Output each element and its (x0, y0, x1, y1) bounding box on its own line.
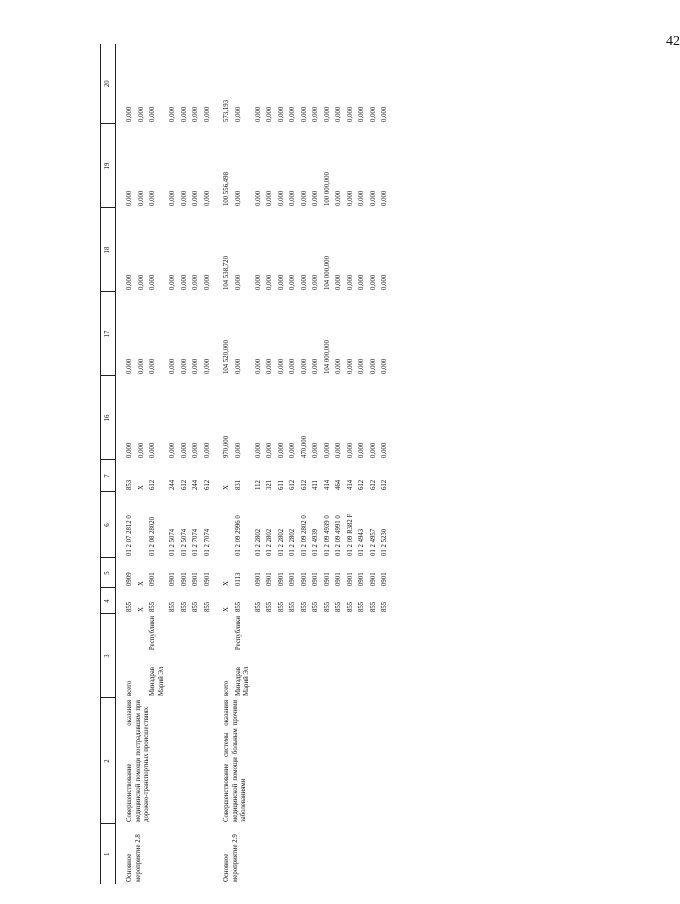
cell-c20: 0,000 (192, 106, 200, 122)
cell-c3 (190, 614, 201, 698)
cell-c16: 0,000 (137, 442, 145, 458)
cell-c5: 0901 (358, 572, 366, 586)
cell-c20: 573,193 (223, 99, 231, 122)
cell-c6: 01 2 4957 (369, 528, 377, 556)
cell-c5: 0901 (180, 572, 188, 586)
cell-c17: 0,000 (300, 358, 308, 374)
cell-c7: 464 (335, 479, 343, 490)
cell-c6: 01 2 2802 (277, 528, 285, 556)
cell-c19: 0,000 (358, 190, 366, 206)
cell-c20: 0,000 (335, 106, 343, 122)
cell-c7: 321 (266, 479, 274, 490)
cell-c19: 0,000 (369, 190, 377, 206)
cell-c3 (310, 614, 321, 698)
cell-c3 (287, 614, 298, 698)
cell-c16: 0,000 (234, 442, 242, 458)
cell-c18: 0,000 (300, 274, 308, 290)
cell-c7: 414 (346, 479, 354, 490)
cell-c20: 0,000 (149, 106, 157, 122)
cell-c16: 0,000 (126, 442, 134, 458)
cell-c17: 0,000 (266, 358, 274, 374)
cell-c16: 0,000 (254, 442, 262, 458)
header-cell: 1 (101, 824, 116, 884)
cell-c20: 0,000 (180, 106, 188, 122)
cell-c17: 0,000 (312, 358, 320, 374)
cell-c6: 01 2 7074 (203, 528, 211, 556)
cell-c3 (379, 614, 390, 698)
cell-c16: 970,000 (223, 435, 231, 458)
cell-c19: 0,000 (300, 190, 308, 206)
header-row (101, 44, 116, 884)
cell-c7: X (223, 485, 231, 490)
cell-c6: 01 2 08 28020 (149, 516, 157, 556)
cell-c6: 01 2 5074 (180, 528, 188, 556)
cell-c20: 0,000 (289, 106, 297, 122)
cell-c16: 0,000 (346, 442, 354, 458)
cell-c5: 0901 (346, 572, 354, 586)
header-cell: 6 (101, 492, 116, 558)
table-body (101, 44, 391, 884)
cell-c4: 855 (126, 601, 134, 612)
cell-c7: 112 (254, 480, 262, 490)
cell-c19: 100 556,498 (223, 172, 231, 206)
cell-c16: 470,000 (300, 435, 308, 458)
cell-c7: 831 (234, 479, 242, 490)
cell-c18: 0,000 (234, 274, 242, 290)
cell-c7: 244 (169, 479, 177, 490)
cell-c18: 0,000 (358, 274, 366, 290)
cell-c7: 612 (180, 479, 188, 490)
cell-c17: 104 000,000 (323, 340, 331, 374)
cell-c4: 855 (358, 601, 366, 612)
cell-c6: 01 2 09 4939 0 (323, 515, 331, 556)
cell-c6: 01 2 4939 (312, 528, 320, 556)
cell-c18: 0,000 (335, 274, 343, 290)
cell-c3: Минздрав Республики Марий Эл (234, 616, 251, 696)
cell-c17: 0,000 (137, 358, 145, 374)
cell-c6 (136, 492, 147, 558)
cell-c19: 0,000 (192, 190, 200, 206)
cell-c19: 0,000 (180, 190, 188, 206)
cell-c16: 0,000 (312, 442, 320, 458)
cell-c4: 855 (369, 601, 377, 612)
cell-c16: 0,000 (266, 442, 274, 458)
cell-c17: 0,000 (149, 358, 157, 374)
cell-c4: 855 (149, 601, 157, 612)
cell-c3 (136, 614, 147, 698)
cell-c17: 0,000 (254, 358, 262, 374)
cell-c3 (345, 614, 356, 698)
cell-c19: 0,000 (234, 190, 242, 206)
cell-c18: 0,000 (126, 274, 134, 290)
cell-c18: 104 538,720 (223, 256, 231, 290)
cell-c5: 0901 (335, 572, 343, 586)
cell-c17: 0,000 (277, 358, 285, 374)
cell-c19: 0,000 (335, 190, 343, 206)
cell-c6: 01 2 09 4991 0 (335, 515, 343, 556)
header-cell: 7 (101, 460, 116, 492)
cell-c18: 0,000 (203, 274, 211, 290)
cell-c6: 01 2 2802 (254, 528, 262, 556)
cell-c5: 0901 (192, 572, 200, 586)
cell-c6: 01 2 4943 (358, 528, 366, 556)
cell-c4: 855 (169, 601, 177, 612)
cell-c18: 0,000 (381, 274, 389, 290)
cell-c19: 0,000 (312, 190, 320, 206)
rotated-table-page (100, 44, 570, 884)
cell-c7: 611 (277, 480, 285, 490)
cell-c17: 0,000 (381, 358, 389, 374)
cell-c7: 612 (203, 479, 211, 490)
cell-c19: 0,000 (346, 190, 354, 206)
cell-c3: всего (126, 680, 134, 696)
measure-description: Совершенствование оказания медицинской помощи пострадавшим при дорожно-транспортных происшествиях (126, 700, 151, 822)
cell-c16: 0,000 (381, 442, 389, 458)
cell-c4: 855 (180, 601, 188, 612)
cell-c7: 414 (323, 479, 331, 490)
measure-name: Основное мероприятие 2.9 (223, 834, 239, 882)
cell-c4: 855 (335, 601, 343, 612)
cell-c4: X (223, 607, 231, 612)
cell-c16: 0,000 (203, 442, 211, 458)
cell-c4: 855 (277, 601, 285, 612)
cell-c7: 612 (149, 479, 157, 490)
cell-c7: 244 (192, 479, 200, 490)
cell-c20: 0,000 (126, 106, 134, 122)
cell-c20: 0,000 (203, 106, 211, 122)
cell-c17: 0,000 (358, 358, 366, 374)
cell-c4: 855 (346, 601, 354, 612)
cell-c5: 0901 (381, 572, 389, 586)
cell-c5: 0901 (203, 572, 211, 586)
cell-c17: 0,000 (180, 358, 188, 374)
cell-c18: 0,000 (289, 274, 297, 290)
cell-c3 (202, 614, 213, 698)
cell-c17: 0,000 (192, 358, 200, 374)
cell-c4: 855 (381, 601, 389, 612)
cell-c16: 0,000 (192, 442, 200, 458)
cell-c16: 0,000 (277, 442, 285, 458)
cell-c18: 0,000 (369, 274, 377, 290)
cell-c4: 855 (323, 601, 331, 612)
table-row (213, 44, 232, 884)
header-cell: 5 (101, 558, 116, 588)
cell-c7: 612 (369, 479, 377, 490)
header-cell: 17 (101, 292, 116, 376)
cell-c16: 0,000 (369, 442, 377, 458)
cell-c18: 0,000 (266, 274, 274, 290)
table-row (116, 44, 136, 884)
cell-c4: 855 (203, 601, 211, 612)
cell-c3 (356, 614, 367, 698)
cell-c3 (322, 614, 333, 698)
cell-c17: 0,000 (289, 358, 297, 374)
cell-c7: 612 (289, 479, 297, 490)
cell-c20: 0,000 (254, 106, 262, 122)
header-cell: 3 (101, 614, 116, 698)
cell-c19: 0,000 (126, 190, 134, 206)
cell-c7: 853 (126, 479, 134, 490)
cell-c20: 0,000 (358, 106, 366, 122)
page-number-text: 42 (666, 34, 680, 49)
cell-c7: 612 (381, 479, 389, 490)
cell-c3 (368, 614, 379, 698)
cell-c18: 0,000 (277, 274, 285, 290)
cell-c3: всего (223, 680, 231, 696)
cell-c3 (299, 614, 310, 698)
cell-c7: 612 (300, 479, 308, 490)
cell-c6: 01 2 7074 (192, 528, 200, 556)
cell-c18: 0,000 (137, 274, 145, 290)
cell-c20: 0,000 (369, 106, 377, 122)
cell-c6: 01 2 5230 (381, 528, 389, 556)
cell-c5: 0901 (169, 572, 177, 586)
cell-c5: 0113 (234, 572, 242, 586)
cell-c19: 0,000 (137, 190, 145, 206)
cell-c5: 0901 (149, 572, 157, 586)
cell-c16: 0,000 (358, 442, 366, 458)
cell-c18: 0,000 (312, 274, 320, 290)
cell-c20: 0,000 (169, 106, 177, 122)
cell-c18: 0,000 (180, 274, 188, 290)
cell-c5: 0901 (254, 572, 262, 586)
cell-c5: X (223, 581, 231, 586)
cell-c17: 0,000 (369, 358, 377, 374)
cell-c20: 0,000 (234, 106, 242, 122)
header-cell: 20 (101, 44, 116, 124)
cell-c16: 0,000 (289, 442, 297, 458)
cell-c5: 0901 (277, 572, 285, 586)
cell-c19: 0,000 (289, 190, 297, 206)
cell-c17: 0,000 (234, 358, 242, 374)
cell-c4: 855 (254, 601, 262, 612)
cell-c20: 0,000 (381, 106, 389, 122)
cell-c6: 01 2 2802 (289, 528, 297, 556)
cell-c3 (264, 614, 275, 698)
cell-c16: 0,000 (169, 442, 177, 458)
cell-c4: 855 (300, 601, 308, 612)
cell-c20: 0,000 (312, 106, 320, 122)
cell-c5: 0901 (369, 572, 377, 586)
cell-c19: 0,000 (277, 190, 285, 206)
cell-c3 (253, 614, 264, 698)
cell-c6: 01 2 07 2812 0 (126, 515, 134, 556)
cell-c18: 0,000 (169, 274, 177, 290)
cell-c19: 0,000 (254, 190, 262, 206)
cell-c3 (333, 614, 344, 698)
cell-c4: 855 (289, 601, 297, 612)
cell-c19: 0,000 (203, 190, 211, 206)
cell-c20: 0,000 (346, 106, 354, 122)
cell-c6 (213, 492, 232, 558)
cell-c19: 0,000 (149, 190, 157, 206)
cell-c6: 01 2 09 2996 0 (234, 515, 242, 556)
cell-c19: 0,000 (169, 190, 177, 206)
cell-c4: X (137, 607, 145, 612)
cell-c19: 0,000 (381, 190, 389, 206)
cell-c6: 01 2 09 2802 0 (300, 515, 308, 556)
cell-c5: 0901 (266, 572, 274, 586)
measure-name: Основное мероприятие 2.8 (126, 834, 142, 882)
header-cell: 19 (101, 124, 116, 208)
cell-c18: 0,000 (192, 274, 200, 290)
cell-c7: X (137, 485, 145, 490)
cell-c7: 411 (312, 480, 320, 490)
cell-c6: 01 2 2802 (266, 528, 274, 556)
cell-c17: 0,000 (346, 358, 354, 374)
cell-c5: 0901 (289, 572, 297, 586)
cell-c19: 100 000,000 (323, 172, 331, 206)
cell-c17: 104 520,000 (223, 340, 231, 374)
cell-c16: 0,000 (149, 442, 157, 458)
cell-c20: 0,000 (277, 106, 285, 122)
cell-c7: 612 (358, 479, 366, 490)
cell-c3 (167, 614, 178, 698)
cell-c5: 0909 (126, 572, 134, 586)
cell-c17: 0,000 (126, 358, 134, 374)
cell-c16: 0,000 (180, 442, 188, 458)
cell-c5: X (137, 581, 145, 586)
cell-c6: 01 2 5074 (169, 528, 177, 556)
cell-c6: 01 2 09 R382 F (346, 513, 354, 556)
cell-c18: 0,000 (149, 274, 157, 290)
measure-description: Совершенствование системы оказания медицинской помощи больным прочими заболеваниями (223, 700, 248, 822)
cell-c17: 0,000 (169, 358, 177, 374)
cell-c20: 0,000 (323, 106, 331, 122)
header-cell: 2 (101, 698, 116, 824)
header-cell: 16 (101, 376, 116, 460)
cell-c20: 0,000 (137, 106, 145, 122)
cell-c4: 855 (192, 601, 200, 612)
cell-c18: 0,000 (254, 274, 262, 290)
cell-c5: 0901 (300, 572, 308, 586)
cell-c5: 0901 (323, 572, 331, 586)
cell-c4: 855 (234, 601, 242, 612)
cell-c18: 0,000 (346, 274, 354, 290)
header-cell: 18 (101, 208, 116, 292)
cell-c20: 0,000 (300, 106, 308, 122)
header-cell: 4 (101, 588, 116, 614)
cell-c4: 855 (312, 601, 320, 612)
cell-c20: 0,000 (266, 106, 274, 122)
cell-c3 (179, 614, 190, 698)
cell-c4: 855 (266, 601, 274, 612)
cell-c16: 0,000 (335, 442, 343, 458)
cell-c18: 104 000,000 (323, 256, 331, 290)
cell-c5: 0901 (312, 572, 320, 586)
cell-c17: 0,000 (203, 358, 211, 374)
cell-c16: 0,000 (323, 442, 331, 458)
budget-table (100, 44, 391, 884)
cell-c3: Минздрав Республики Марий Эл (149, 616, 165, 696)
cell-c3 (276, 614, 287, 698)
cell-c19: 0,000 (266, 190, 274, 206)
cell-c17: 0,000 (335, 358, 343, 374)
